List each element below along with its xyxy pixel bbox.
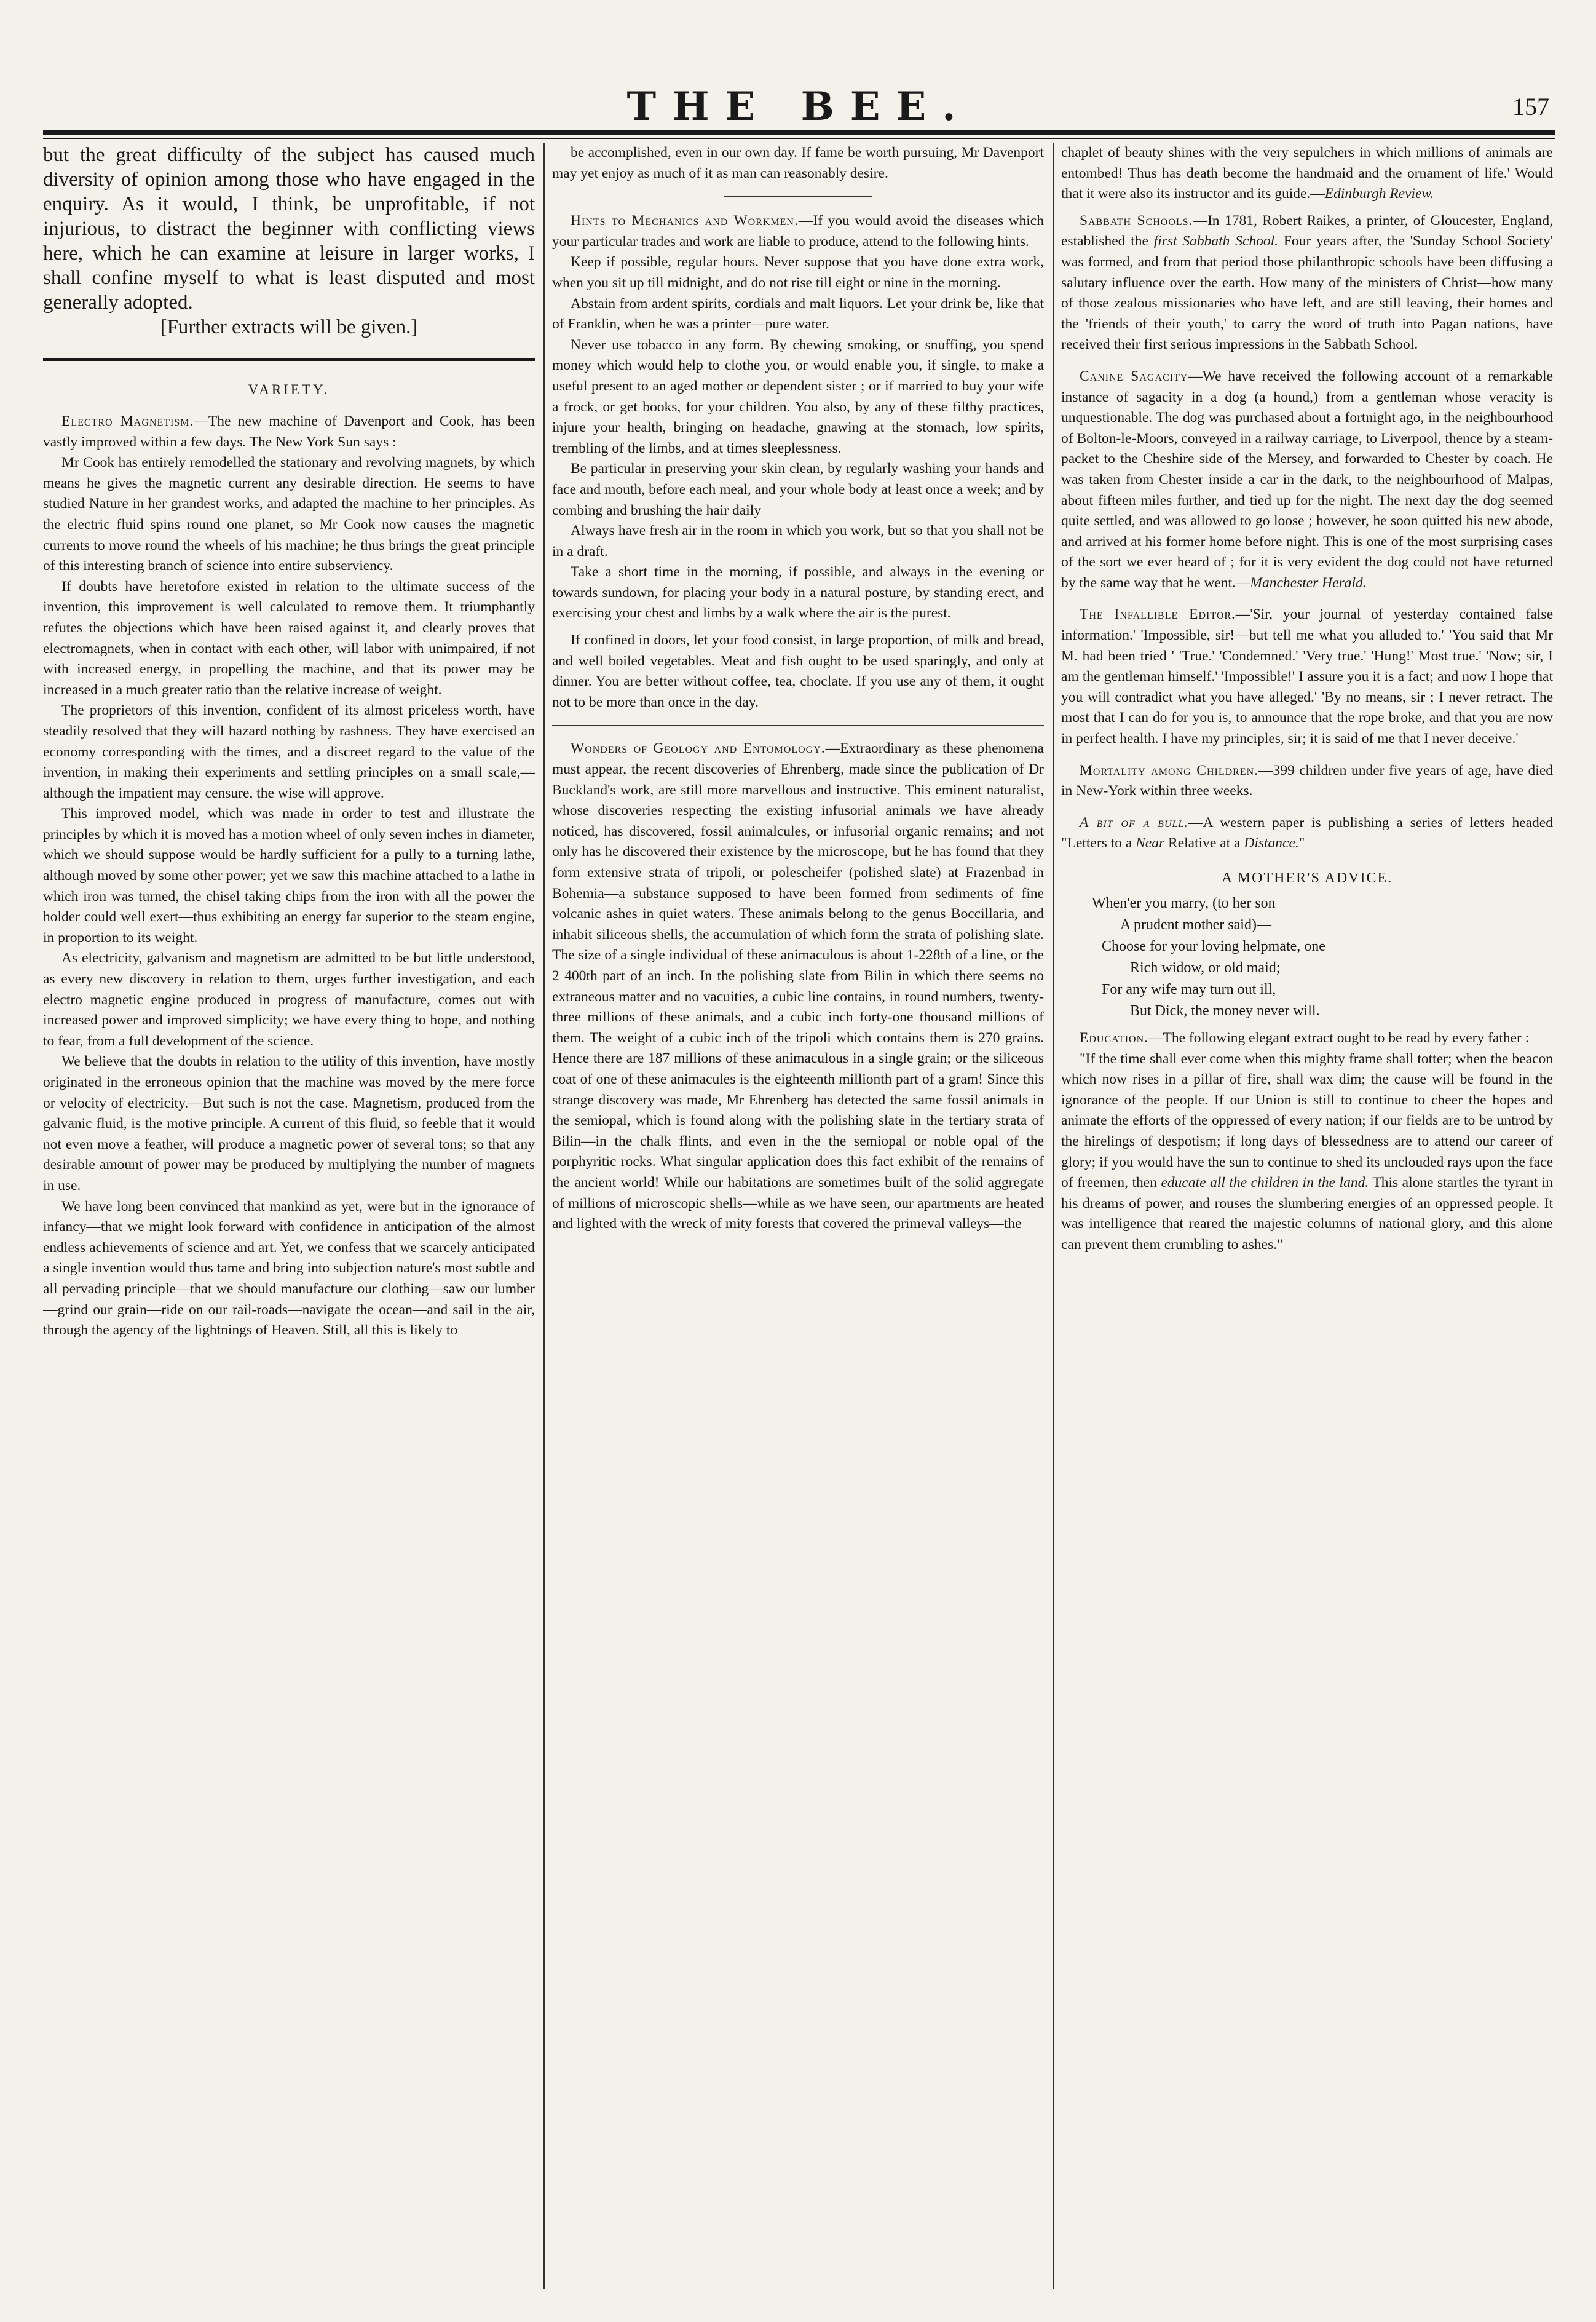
- paragraph: Mr Cook has entirely remodelled the stationary and revolving magnets, by which means he gives the magnetic current any desirable direction. He seems to have studied Nature in her grandest works, and adapted the machine to her principles. As the electric fluid spins round one planet, so Mr Cook now causes the magnetic currents to move round the wheels of his machine; he thus brings the great principle of this interesting branch of science into entire subserviency.: [43, 454, 535, 574]
- article-body: ": [1298, 835, 1305, 852]
- column-1: [43, 143, 535, 2295]
- article-body: Relative at a: [1164, 835, 1244, 852]
- continued-note: [Further extracts will be given.]: [160, 316, 418, 338]
- article-electro-magnetism: [43, 411, 535, 453]
- page-number: 157: [1512, 93, 1549, 121]
- article-lead: —The following elegant extract ought to be read by every father :: [1148, 1030, 1530, 1046]
- article-title: Wonders of Geology and Entomology.: [571, 740, 826, 757]
- poem-title: A MOTHER'S ADVICE.: [1221, 870, 1393, 886]
- poem-line: For any wife may turn out ill,: [1102, 981, 1276, 997]
- poem: [1061, 893, 1553, 1022]
- poem-line: But Dick, the money never will.: [1130, 1003, 1320, 1019]
- article-body: Four years after, the 'Sunday School Society' was formed, and from that period those philanthropic schools have been diffusing a salutary influence over the earth. How many of the ministers of Christ—how many of those zealous missionaries who have left, and are still leaving, their homes and the 'friends of their youth,' to carry the word of truth into Pagan nations, have received their first serious impressions in the Sabbath School.: [1061, 233, 1553, 353]
- article-hints-to-mechanics: [552, 211, 1044, 252]
- poem-line: When'er you marry, (to her son: [1092, 895, 1276, 911]
- paragraph: Take a short time in the morning, if possible, and always in the evening or towards sundown, for placing your body in a natural posture, by standing erect, and exercising your chest and limbs by a walk where the air is the purest.: [552, 564, 1044, 622]
- masthead-rule-thin: [43, 138, 1555, 139]
- article-lead: —If you would avoid the diseases which your particular trades and work are liable to produce, attend to the following hints.: [552, 213, 1044, 250]
- article-canine-sagacity: [1061, 367, 1553, 594]
- continued-article-text: [1061, 143, 1553, 205]
- paragraph: Never use tobacco in any form. By chewing smoking, or snuffing, you spend money which would help to clothe you, or would enable you, if single, to make a useful present to an aged mother or dependent sister ; or if married to buy your wife a frock, or get books, for your children. You also, by any of these filthy practices, injure your health, bringing on headache, gnawing at the stomach, low spirits, trembling of the limbs, and at times sleeplessness.: [552, 336, 1044, 456]
- column-divider: [1053, 143, 1054, 2289]
- article-emphasis: first Sabbath School.: [1153, 233, 1279, 250]
- article-body: —A western paper is publishing a series of letters headed "Letters to a: [1061, 814, 1553, 852]
- masthead-rule: [43, 130, 1555, 135]
- article-body: "If the time shall ever come when this mighty frame shall totter; when the beacon which now rises in a pillar of fire, shall wax dim; the cause will be found in the ignorance of the people. If our Union is still to continue to cheer the hopes and animate the efforts of the oppressed of every nation; if our fields are to be untrod by the hirelings of despotism; if long days of blessedness are to attend our career of glory; if you would have the sun to continue to shed its unclouded rays upon the face of freemen, then: [1061, 1050, 1553, 1191]
- article-body: —In 1781, Robert Raikes, a printer, of Gloucester, England, established the: [1061, 212, 1553, 250]
- article-body: This alone startles the tyrant in his dreams of power, and rouses the slumbering energies of an oppressed people. It was intelligence that reared the majestic columns of national glory, and this alone can prevent them crumbling to ashes.": [1061, 1175, 1553, 1253]
- paragraph: We have long been convinced that mankind as yet, were but in the ignorance of infancy—that we might look forward with confidence in anticipation of the almost endless achievements of science and art. Yet, we confess that we scarcely anticipated a single invention would thus tame and bring into subjection nature's most subtle and all pervading principle—that we should manufacture our clothing—saw our lumber—grind our grain—ride on our rail-roads—navigate the ocean—and sail in the air, through the agency of the lightnings of Heaven. Still, all this is likely to: [43, 1198, 535, 1339]
- column-2: [552, 143, 1044, 2295]
- article-sabbath-schools: [1061, 211, 1553, 355]
- article-title: The Infallible Editor.: [1080, 606, 1236, 623]
- article-wonders-of-geology: [552, 739, 1044, 1234]
- column-divider: [543, 143, 545, 2289]
- paragraph: The proprietors of this invention, confident of its almost priceless worth, have steadily resolved that they will hazard nothing by rashness. They have exercised an economy corresponding with the times, and a discreet regard to the value of the invention, in making their experiments and settling principles on a small scale,—although the impatient may censure, the wise will approve.: [43, 702, 535, 801]
- article-body: chaplet of beauty shines with the very sepulchers in which millions of animals are entombed! Thus has death become the handmaid and the ornament of life.' Would that it were also its instructor and its guide.—: [1061, 145, 1553, 202]
- article-title: Sabbath Schools.: [1080, 212, 1193, 229]
- paragraph: Be particular in preserving your skin clean, by regularly washing your hands and face and mouth, before each meal, and your whole body at least once a week; and by combing and brushing the hair daily: [552, 461, 1044, 518]
- article-title: Electro Magnetism.: [61, 413, 194, 429]
- paragraph: be accomplished, even in our own day. If fame be worth pursuing, Mr Davenport may yet enjoy as much of it as man can reasonably desire.: [552, 145, 1044, 181]
- article-bull: [1061, 813, 1553, 854]
- article-body: —399 children under five years of age, have died in New-York within three weeks.: [1061, 762, 1553, 799]
- paragraph: Keep if possible, regular hours. Never suppose that you have done extra work, when you sit up till midnight, and do not rise till eight or nine in the morning.: [552, 254, 1044, 291]
- paragraph: As electricity, galvanism and magnetism are admitted to be but little understood, as every new discovery in relation to them, urges further investigation, and each electro magnetic engine produced in progress of manufacture, comes out with increased power and improved simplicity; we have every thing to hope, and nothing to fear, from a full development of the science.: [43, 950, 535, 1049]
- article-title: Mortality among Children.: [1080, 762, 1259, 779]
- column-3: [1061, 143, 1553, 2295]
- article-source: Manchester Herald.: [1250, 574, 1367, 591]
- poem-line: Choose for your loving helpmate, one: [1102, 938, 1325, 954]
- article-emphasis: educate all the children in the land.: [1161, 1175, 1369, 1191]
- article-body: —We have received the following account of a remarkable instance of sagacity in a dog (a hound,) from a gentleman whose veracity is unquestionable. The dog was purchased about a fortnight ago, in the neighbourhood of Bolton-le-Moors, conveyed in a railway carriage, to Liverpool, thence by a steam-packet to the Cheshire side of the Mersey, and forwarded to Chester by coach. He was taken from Chester inside a car in the dark, to the neighbourhood of Malpas, about fifteen miles further, and tied up for the night. The next day the dog seemed quite settled, and was allowed to go loose ; however, he soon quitted his new abode, and arrived at his former home before night. This is one of the most surprising cases of the sort we ever heard of ; for it is very evident the dog could not have returned by the same way that he went.—: [1061, 368, 1553, 591]
- article-emphasis: Distance.: [1244, 835, 1299, 852]
- article-separator: [724, 196, 872, 197]
- article-quote: [1061, 1049, 1553, 1256]
- masthead: [43, 80, 1555, 135]
- section-rule: [43, 358, 535, 361]
- paragraph: We believe that the doubts in relation to the utility of this invention, have mostly originated in the erroneous opinion that the machine was moved by the mere force or velocity of electricity.—But such is not the case. Magnetism, produced from the galvanic fluid, is the motive principle. A current of this fluid, so feeble that it would not even move a feather, will produce a magnetic power of several tons; so that any desirable amount of power may be produced by multiplying the number of magnets in use.: [43, 1053, 535, 1194]
- paragraph: Always have fresh air in the room in which you work, but so that you shall not be in a draft.: [552, 523, 1044, 560]
- article-separator: [552, 725, 1044, 726]
- paragraph: If doubts have heretofore existed in relation to the ultimate success of the invention, this improvement is well calculated to remove them. It triumphantly refutes the objections which have been raised against it, and clearly proves that electromagnets, when in contact with each other, will labor with unimpaired, if not with increased energy, in propelling the machine, and that its power may be increased in a much greater ratio than the relative increase of weight.: [43, 578, 535, 698]
- poem-line: Rich widow, or old maid;: [1130, 960, 1281, 976]
- article-body: —Extraordinary as these phenomena must appear, the recent discoveries of Ehrenberg, made since the publication of Dr Buckland's work, are still more marvellous and instructive. This eminent naturalist, whose discoveries respecting the existing infusorial animals we have already noticed, has discovered, fossil animalcules, or infusorial organic remains; and not only has he discovered their existence by the microscope, but he has found that they form extensive strata of tripoli, or polescheifer (polished slate) at Frazenbad in Bohemia—a substance supposed to have been formed from sediments of fine volcanic ashes in quiet waters. These animals belong to the genus Boccillaria, and inhabit siliceous shells, the accumulation of which form the strata of polishing slate. The size of a single individual of these animaculous is about 1-228th of a line, or the 2 400th part of an inch. In the polishing slate from Bilin in which there seems no extraneous matter and no vacuities, a cubic line contains, in round numbers, twenty-three millions of these animals, and a cubic inch forty-one thousand millions of them. The weight of a cubic inch of the tripoli which contains them is 270 grains. Hence there are 187 millions of these animaculous in a single grain; or the siliceous coat of one of these animacules is the eighteenth millionth part of a gram! Since this strange discovery was made, Mr Ehrenberg has detected the same fossil animals in the semiopal, which is found along with the polishing slate in the tertiary strata of Bilin—in the chalk flints, and even in the the semiopal or noble opal of the porphyritic rocks. What singular application does this fact exhibit of the remains of the ancient world! While our habitations are sometimes built of the solid aggregate of millions of microscopic shells—while as we have seen, our apartments are heated and lighted with the wreck of mity forests that covered the primeval valleys—the: [552, 740, 1044, 1232]
- article-mortality: [1061, 761, 1553, 802]
- article-source: Edinburgh Review.: [1324, 186, 1434, 202]
- article-title: A bit of a bull.: [1080, 814, 1189, 831]
- paragraph: This improved model, which was made in order to test and illustrate the principles by which it is moved has a motion wheel of only seven inches in diameter, which we should suppose would be hardly sufficient for a pully to a turning lathe, although moved by some other power; yet we saw this machine attached to a lathe in which iron was turned, the chisel taking chips from the iron with all the power the holder could well exert—thus exhibiting an energy far superior to the steam engine, in proportion to its weight.: [43, 806, 535, 946]
- article-infallible-editor: [1061, 604, 1553, 749]
- masthead-title: THE BEE.: [626, 84, 972, 130]
- continued-article-text: but the great difficulty of the subject has caused much diversity of opinion among those who have engaged in the enquiry. As it would, I think, be unprofitable, if not injurious, to distract the beginner with conflicting views here, which he can examine at leisure in larger works, I shall confine myself to what is least disputed and most generally adopted.: [43, 144, 535, 314]
- article-title: Education.: [1080, 1030, 1149, 1046]
- paragraph: If confined in doors, let your food consist, in large proportion, of milk and bread, and well boiled vegetables. Meat and fish ought to be used sparingly, and only at dinner. You are better without coffee, tea, choclate. If you use any of them, it ought not to be more than once in the day.: [552, 632, 1044, 710]
- poem-line: A prudent mother said)—: [1120, 917, 1271, 933]
- article-title: Hints to Mechanics and Workmen.: [571, 213, 799, 229]
- section-heading-variety: VARIETY.: [248, 382, 330, 397]
- article-body: —'Sir, your journal of yesterday contained false information.' 'Impossible, sir!—but tell me what you alluded to.' 'You said that Mr M. had been tried ' 'True.' 'Condemned.' 'Very true.' 'Hung!' Most true.' 'Now; sir, I am the gentleman himself.' 'Impossible!' I assure you it is a fact; and now I hope that you will contradict what you have alleged.' 'By no means, sir ; I never retract. The most that I can do for you is, to announce that the rope broke, and that you are now in perfect health. I have my principles, sir; it is said of me that I never deceive.': [1061, 606, 1553, 747]
- paragraph: Abstain from ardent spirits, cordials and malt liquors. Let your drink be, like that of Franklin, when he was a printer—pure water.: [552, 295, 1044, 333]
- article-title: Canine Sagacity: [1080, 368, 1188, 384]
- article-education: [1061, 1028, 1553, 1049]
- article-lead: —The new machine of Davenport and Cook, has been vastly improved within a few days. The New York Sun says :: [43, 413, 535, 450]
- article-emphasis: Near: [1136, 835, 1165, 852]
